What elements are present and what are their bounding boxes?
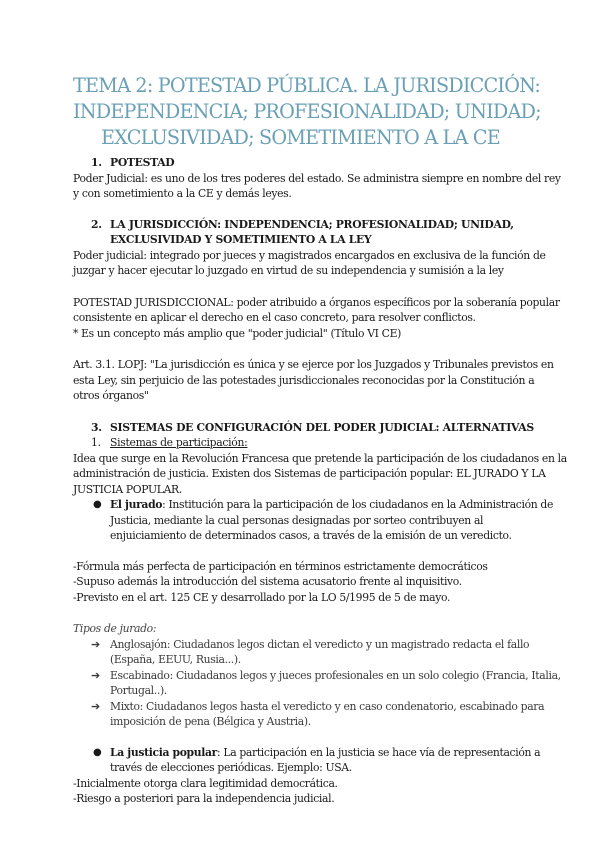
- subsection-heading: [73, 435, 528, 451]
- tipo-line: Mixto: Ciudadanos legos hasta el veredicto y en caso condenatorio, escabinado para: [110, 699, 545, 713]
- tipo-item: [73, 637, 528, 668]
- heading-text: SISTEMAS DE CONFIGURACIÓN DEL PODER JUDICIAL: ALTERNATIVAS: [110, 420, 534, 434]
- bullet-dot-icon: ●: [93, 746, 102, 758]
- lopj-quote: [73, 357, 554, 404]
- bullet-line: Justicia, mediante la cual personas designadas por sorteo contribuyen al: [110, 513, 484, 527]
- bullet-line: [110, 745, 541, 761]
- title-line: INDEPENDENCIA; PROFESIONALIDAD; UNIDAD;: [73, 100, 541, 123]
- tipo-line: imposición de pena (Bélgica y Austria).: [110, 715, 311, 728]
- text-line: y con sometimiento a la CE y demás leyes.: [73, 187, 292, 200]
- text-line: Poder judicial: integrado por jueces y magistrados encargados en exclusiva de la función de: [73, 248, 546, 262]
- tipo-item: [73, 699, 545, 730]
- section-number: 2.: [91, 217, 102, 231]
- text-line: consistente en aplicar el derecho en el caso concreto, para resolver conflictos.: [73, 311, 476, 324]
- arrow-right-icon: ➔: [91, 699, 100, 713]
- heading-text: LA JURISDICCIÓN: INDEPENDENCIA; PROFESIONALIDAD; UNIDAD,: [110, 217, 514, 231]
- section-1-heading: [73, 155, 528, 171]
- potestad-jurisdiccional: [73, 295, 560, 342]
- text-line: -Fórmula más perfecta de participación en términos estrictamente democráticos: [73, 559, 488, 573]
- arrow-right-icon: ➔: [91, 668, 100, 682]
- text-line: JUSTICIA POPULAR.: [73, 482, 182, 496]
- heading-text: POTESTAD: [110, 156, 175, 169]
- tipos-label: Tipos de jurado:: [73, 622, 157, 635]
- tipo-item: [73, 668, 561, 699]
- tipo-line: (España, EEUU, Rusia...).: [110, 653, 241, 666]
- tipo-line: Escabinado: Ciudadanos legos y jueces profesionales en un solo colegio (Francia, Italia,: [110, 668, 561, 682]
- bullet-line: [110, 497, 554, 513]
- bullet-dot-icon: ●: [93, 499, 102, 510]
- text-line: Poder Judicial: es uno de los tres poderes del estado. Se administra siempre en nombre del rey: [73, 171, 561, 185]
- text-line: otros órganos": [73, 389, 149, 402]
- bullet-justicia-popular: [73, 745, 541, 776]
- section-number: 3.: [91, 420, 102, 434]
- bullet-text: : Institución para la participación de los ciudadanos en la Administración de: [162, 498, 554, 511]
- text-line: administración de justicia. Existen dos Sistemas de participación popular: EL JURADO Y LA: [73, 467, 546, 480]
- text-line: juzgar y hacer ejecutar lo juzgado en virtud de su independencia y sumisión a la ley: [73, 264, 504, 277]
- section-2-heading: [73, 217, 528, 248]
- participation-intro: [73, 451, 567, 498]
- subsection-number: 1.: [91, 436, 101, 449]
- text-line: Idea que surge en la Revolución Francesa que pretende la participación de los ciudadanos en la: [73, 451, 567, 465]
- section-1-text: [73, 171, 561, 202]
- title-line: EXCLUSIVIDAD; SOMETIMIENTO A LA CE: [101, 126, 500, 149]
- text-line: * Es un concepto más amplio que "poder judicial" (Título VI CE): [73, 326, 401, 340]
- heading-text: EXCLUSIVIDAD Y SOMETIMIENTO A LA LEY: [110, 233, 372, 246]
- page-title: [73, 0, 541, 151]
- text-line: Art. 3.1. LOPJ: "La jurisdicción es única y se ejerce por los Juzgados y Tribunales previstos en: [73, 358, 554, 371]
- jurado-notes: [73, 559, 528, 606]
- subsection-label: Sistemas de participación:: [110, 436, 248, 449]
- bullet-label: La justicia popular: [110, 745, 217, 759]
- bullet-line: enjuiciamiento de determinados casos, a través de la emisión de un veredicto.: [110, 529, 512, 542]
- bullet-text: : La participación en la justicia se hace vía de representación a: [217, 745, 541, 759]
- tipo-line: Anglosajón: Ciudadanos legos dictan el veredicto y un magistrado redacta el fallo: [110, 637, 530, 651]
- text-line: esta Ley, sin perjuicio de las potestades jurisdiccionales reconocidas por la Constitución a: [73, 373, 535, 387]
- text-line: -Riesgo a posteriori para la independencia judicial.: [73, 792, 335, 805]
- popular-notes: [73, 776, 528, 807]
- section-2-text: [73, 248, 546, 279]
- bullet-line: través de elecciones periódicas. Ejemplo: USA.: [110, 761, 352, 774]
- bullet-label: El jurado: [110, 498, 163, 511]
- text-line: -Supuso además la introducción del sistema acusatorio frente al inquisitivo.: [73, 575, 462, 588]
- arrow-right-icon: ➔: [91, 637, 100, 651]
- section-number: 1.: [91, 156, 102, 169]
- text-line: -Previsto en el art. 125 CE y desarrollado por la LO 5/1995 de 5 de mayo.: [73, 590, 451, 604]
- section-3-heading: [73, 420, 534, 436]
- bullet-jurado: [73, 497, 554, 544]
- title-line: TEMA 2: POTESTAD PÚBLICA. LA JURISDICCIÓN:: [73, 74, 541, 97]
- text-line: POTESTAD JURISDICCIONAL: poder atribuido a órganos específicos por la soberanía popular: [73, 295, 560, 309]
- text-line: -Inicialmente otorga clara legitimidad democrática.: [73, 776, 338, 790]
- tipo-line: Portugal..).: [110, 684, 167, 697]
